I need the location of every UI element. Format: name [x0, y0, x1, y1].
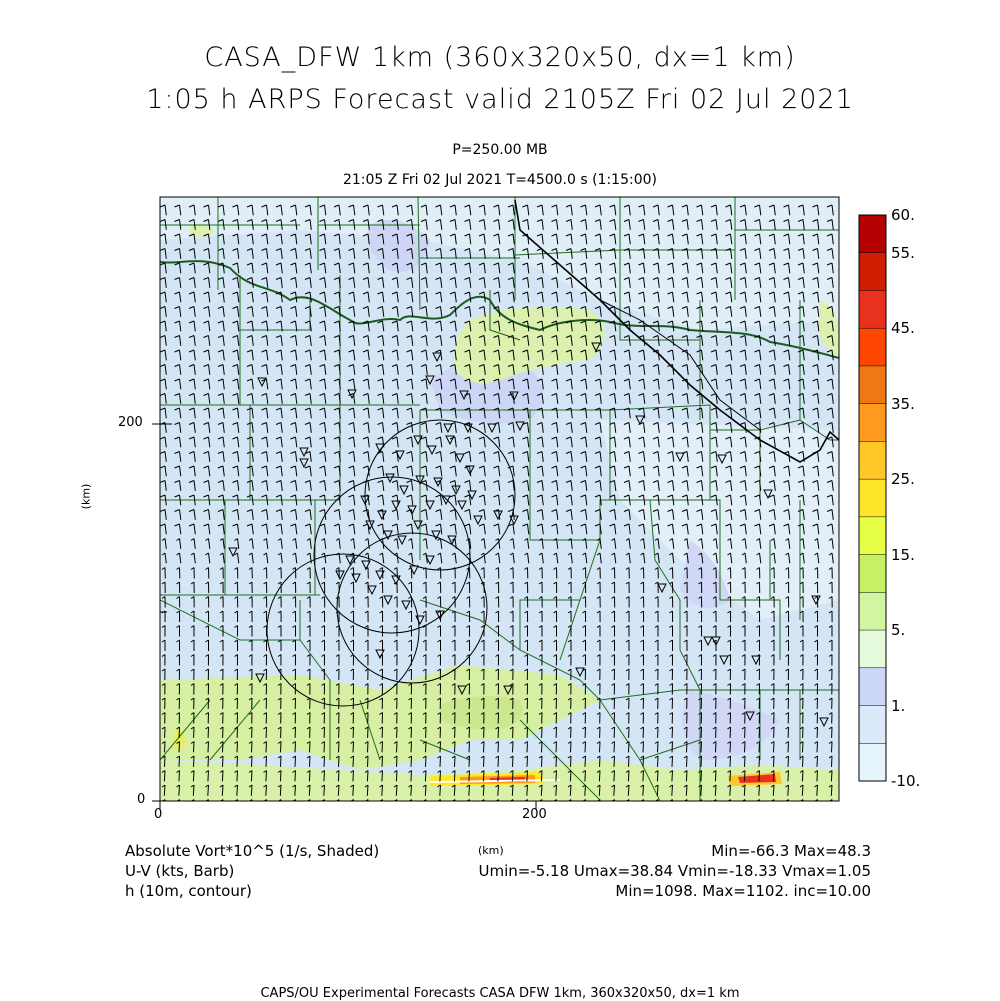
colorbar-swatch — [859, 441, 886, 479]
colorbar-label: 15. — [891, 545, 915, 564]
legend-contour-field: h (10m, contour) — [125, 882, 252, 900]
colorbar-label: 25. — [891, 470, 915, 489]
map-title-line2: 1:05 h ARPS Forecast valid 2105Z Fri 02 Jul 2021 — [146, 84, 854, 115]
colorbar-swatch — [859, 743, 886, 781]
legend-wind-range: Umin=-5.18 Umax=38.84 Vmin=-18.33 Vmax=1.05 — [478, 862, 871, 880]
colorbar-swatch — [859, 517, 886, 555]
colorbar-swatch — [859, 328, 886, 366]
colorbar-swatch — [859, 291, 886, 329]
legend-shaded-field: Absolute Vort*10^5 (1/s, Shaded) — [125, 842, 380, 860]
colorbar — [859, 215, 886, 782]
x-tick-200: 200 — [522, 807, 547, 822]
colorbar-swatch — [859, 366, 886, 404]
legend-vort-range: Min=-66.3 Max=48.3 — [711, 842, 871, 860]
valid-time: 21:05 Z Fri 02 Jul 2021 T=4500.0 s (1:15:00) — [342, 172, 657, 188]
y-tick-200: 200 — [118, 415, 143, 430]
y-axis-unit: (km) — [79, 483, 93, 510]
colorbar-label: 5. — [891, 621, 906, 640]
colorbar-swatch — [859, 706, 886, 744]
colorbar-label: -10. — [891, 772, 921, 790]
footer-credit: CAPS/OU Experimental Forecasts CASA DFW 1km, 360x320x50, dx=1 km — [260, 986, 740, 1001]
colorbar-swatch — [859, 253, 886, 291]
colorbar-label: 60. — [891, 206, 915, 224]
colorbar-label: 55. — [891, 243, 915, 262]
colorbar-swatch — [859, 592, 886, 630]
legend-barb-field: U-V (kts, Barb) — [125, 862, 235, 880]
colorbar-label: 1. — [891, 696, 906, 715]
pressure-level: P=250.00 MB — [452, 142, 548, 158]
colorbar-swatch — [859, 555, 886, 593]
colorbar-swatch — [859, 479, 886, 517]
x-tick-0: 0 — [154, 807, 163, 822]
colorbar-label: 45. — [891, 319, 915, 338]
colorbar-swatch — [859, 215, 886, 253]
x-axis-unit: (km) — [478, 844, 504, 857]
colorbar-label: 35. — [891, 394, 915, 413]
colorbar-swatch — [859, 404, 886, 442]
legend-height-range: Min=1098. Max=1102. inc=10.00 — [615, 882, 871, 900]
colorbar-swatch — [859, 630, 886, 668]
colorbar-swatch — [859, 668, 886, 706]
map-plot-area — [160, 197, 839, 810]
y-tick-0: 0 — [137, 792, 146, 807]
map-title-line1: CASA_DFW 1km (360x320x50, dx=1 km) — [204, 42, 796, 73]
